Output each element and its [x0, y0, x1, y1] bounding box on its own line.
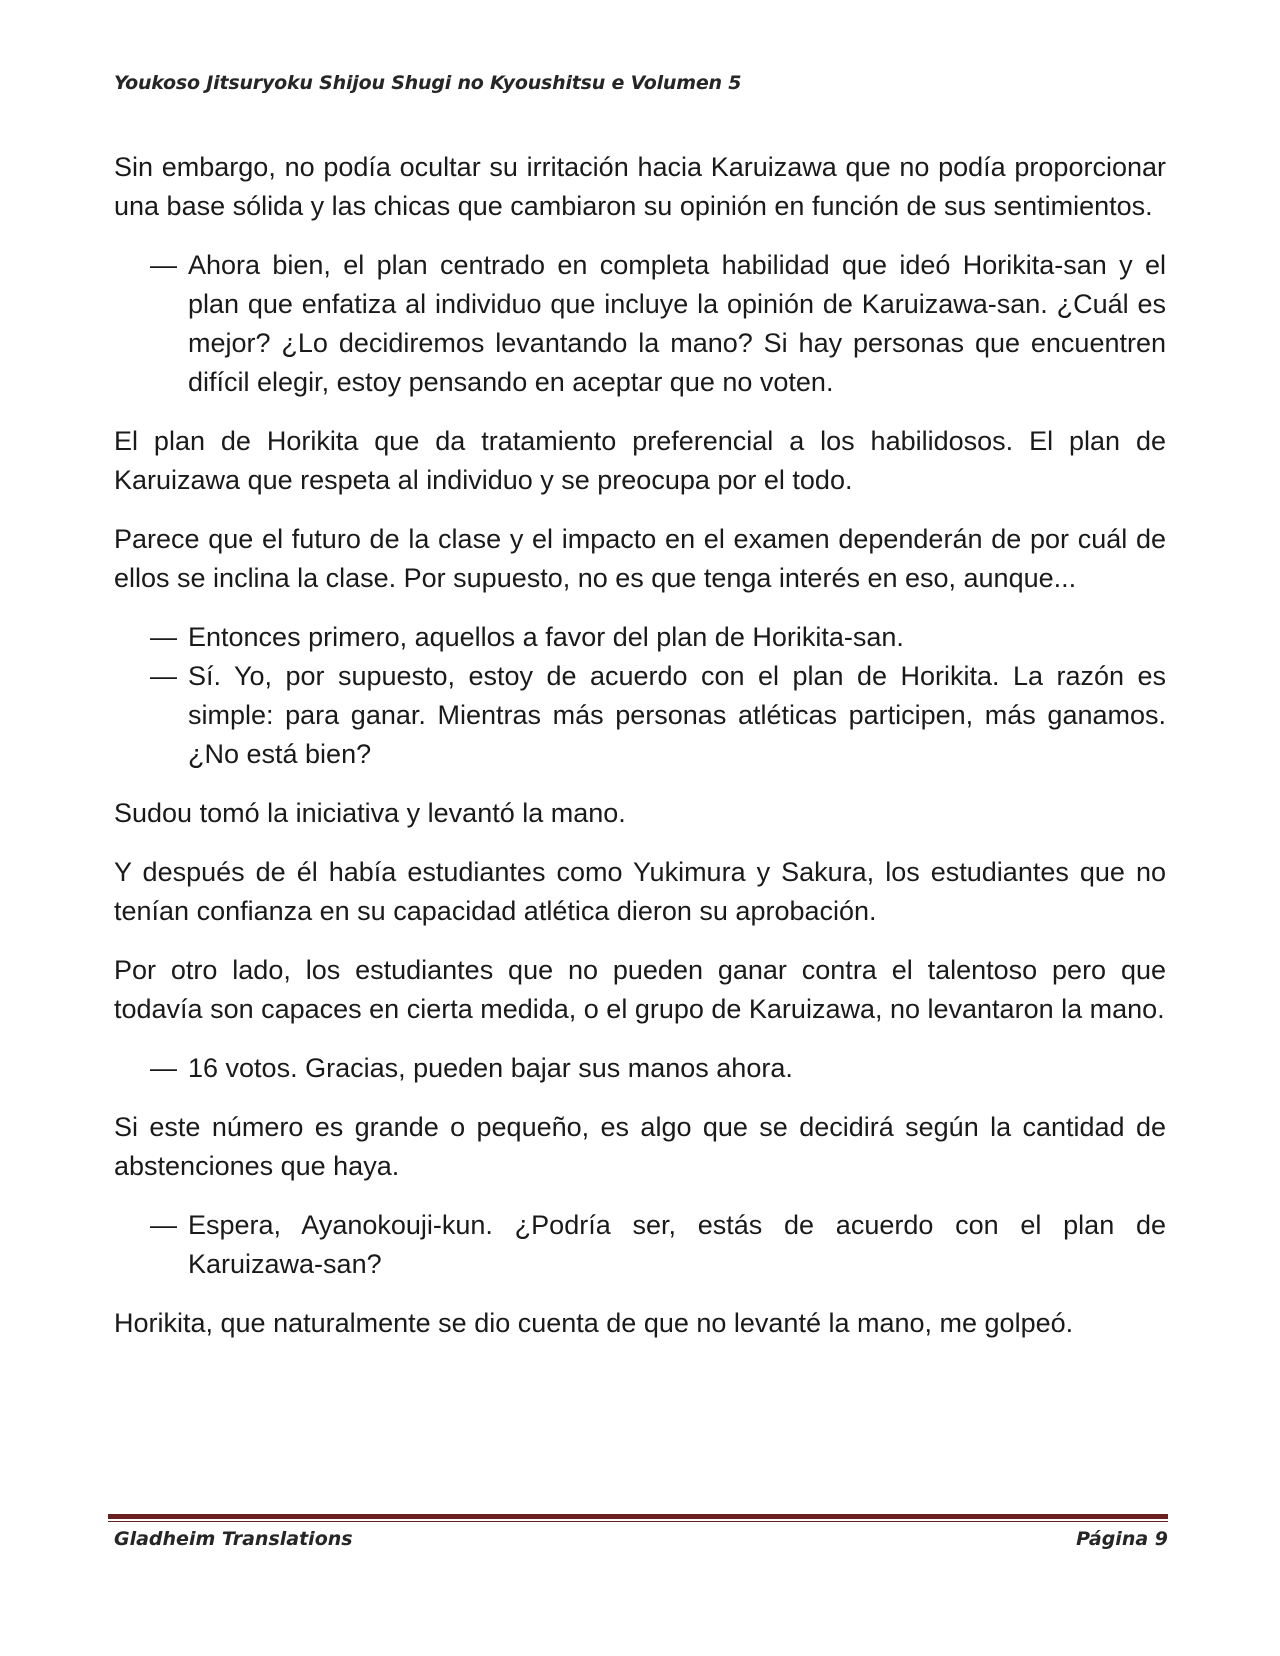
page-header-title: Youkoso Jitsuryoku Shijou Shugi no Kyoushitsu e Volumen 5: [114, 72, 742, 94]
footer-translator: Gladheim Translations: [114, 1528, 353, 1550]
footer-page-number: Página 9: [1076, 1528, 1168, 1550]
footer-divider: [108, 1514, 1168, 1519]
dialogue-line: [114, 657, 1166, 774]
dialogue-group: [114, 1206, 1166, 1284]
dialogue-dash: —: [150, 622, 177, 652]
paragraph: Por otro lado, los estudiantes que no pueden ganar contra el talentoso pero que todavía son capaces en cierta medida, o el grupo de Karuizawa, no levantaron la mano.: [114, 955, 1166, 1024]
footer-divider-thin: [108, 1521, 1168, 1522]
dialogue-line: [114, 1206, 1166, 1284]
page-body: [114, 148, 1166, 1363]
dialogue-line: [114, 618, 1166, 657]
dialogue-dash: —: [150, 250, 177, 280]
dialogue-text: 16 votos. Gracias, pueden bajar sus manos ahora.: [188, 1053, 793, 1083]
dialogue-group: [114, 246, 1166, 402]
paragraph: Y después de él había estudiantes como Yukimura y Sakura, los estudiantes que no tenían confianza en su capacidad atlética dieron su aprobación.: [114, 857, 1166, 926]
dialogue-line: [114, 246, 1166, 402]
dialogue-group: [114, 1049, 1166, 1088]
dialogue-text: Sí. Yo, por supuesto, estoy de acuerdo con el plan de Horikita. La razón es simple: para ganar. Mientras más personas atléticas participen, más ganamos. ¿No está bien?: [188, 661, 1166, 769]
paragraph: Sin embargo, no podía ocultar su irritación hacia Karuizawa que no podía proporcionar una base sólida y las chicas que cambiaron su opinión en función de sus sentimientos.: [114, 152, 1166, 221]
paragraph: Si este número es grande o pequeño, es algo que se decidirá según la cantidad de abstenciones que haya.: [114, 1112, 1166, 1181]
dialogue-dash: —: [150, 1210, 177, 1240]
paragraph: Parece que el futuro de la clase y el impacto en el examen dependerán de por cuál de ellos se inclina la clase. Por supuesto, no es que tenga interés en eso, aunque...: [114, 524, 1166, 593]
dialogue-dash: —: [150, 1053, 177, 1083]
paragraph: El plan de Horikita que da tratamiento preferencial a los habilidosos. El plan de Karuizawa que respeta al individuo y se preocupa por el todo.: [114, 426, 1166, 495]
dialogue-line: [114, 1049, 1166, 1088]
dialogue-text: Ahora bien, el plan centrado en completa habilidad que ideó Horikita-san y el plan que enfatiza al individuo que incluye la opinión de Karuizawa-san. ¿Cuál es mejor? ¿Lo decidiremos levantando la mano? Si hay personas que encuentren difícil elegir, estoy pensando en aceptar que no voten.: [188, 250, 1166, 397]
dialogue-group: [114, 618, 1166, 774]
dialogue-text: Espera, Ayanokouji-kun. ¿Podría ser, estás de acuerdo con el plan de Karuizawa-san?: [188, 1210, 1166, 1279]
dialogue-text: Entonces primero, aquellos a favor del plan de Horikita-san.: [188, 622, 904, 652]
paragraph: Sudou tomó la iniciativa y levantó la mano.: [114, 798, 626, 828]
paragraph: Horikita, que naturalmente se dio cuenta de que no levanté la mano, me golpeó.: [114, 1308, 1074, 1338]
dialogue-dash: —: [150, 661, 177, 691]
